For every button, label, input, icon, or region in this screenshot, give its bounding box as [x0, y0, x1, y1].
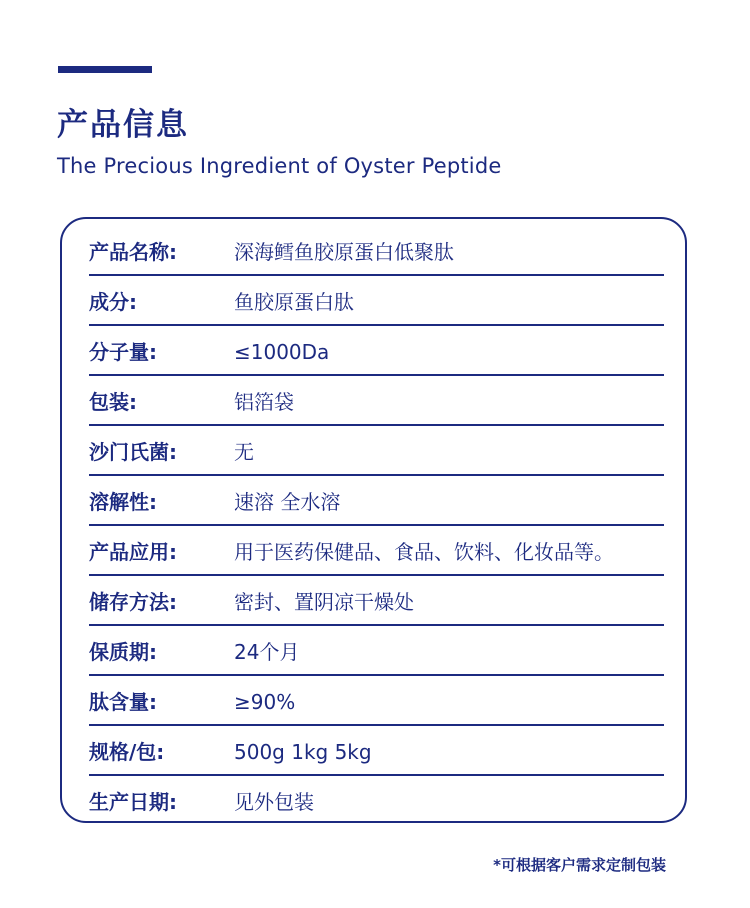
spec-value: 用于医药保健品、食品、饮料、化妆品等。	[234, 540, 614, 564]
spec-label: 沙门氏菌:	[89, 440, 177, 464]
spec-value: ≤1000Da	[234, 340, 330, 364]
spec-row	[89, 326, 664, 376]
spec-value: ≥90%	[234, 690, 296, 714]
page-subtitle: The Precious Ingredient of Oyster Peptide	[57, 154, 502, 178]
spec-value: 无	[234, 440, 254, 464]
spec-label: 储存方法:	[89, 590, 177, 614]
spec-row	[89, 576, 664, 626]
spec-row	[89, 776, 664, 826]
page-title: 产品信息	[57, 107, 189, 143]
customization-note: *可根据客户需求定制包装	[493, 856, 666, 874]
spec-value: 24个月	[234, 640, 300, 664]
spec-value: 速溶 全水溶	[234, 490, 341, 514]
spec-label: 保质期:	[89, 640, 157, 664]
spec-value: 深海鳕鱼胶原蛋白低聚肽	[234, 240, 454, 264]
spec-label: 肽含量:	[89, 690, 157, 714]
spec-label: 成分:	[89, 290, 137, 314]
accent-bar	[58, 66, 152, 73]
spec-value: 铝箔袋	[234, 390, 294, 414]
spec-row	[89, 376, 664, 426]
spec-table	[60, 217, 687, 823]
spec-value: 鱼胶原蛋白肽	[234, 290, 354, 314]
spec-label: 分子量:	[89, 340, 157, 364]
spec-row	[89, 226, 664, 276]
spec-label: 包装:	[89, 390, 137, 414]
spec-row	[89, 626, 664, 676]
spec-label: 溶解性:	[89, 490, 157, 514]
spec-row	[89, 726, 664, 776]
spec-value: 密封、置阴凉干燥处	[234, 590, 414, 614]
spec-label: 产品名称:	[89, 240, 177, 264]
spec-value: 见外包装	[234, 790, 314, 814]
spec-row	[89, 476, 664, 526]
spec-row	[89, 526, 664, 576]
spec-value: 500g 1kg 5kg	[234, 740, 372, 764]
spec-row	[89, 276, 664, 326]
spec-row	[89, 426, 664, 476]
spec-label: 生产日期:	[89, 790, 177, 814]
spec-label: 规格/包:	[89, 740, 165, 764]
spec-row	[89, 676, 664, 726]
spec-label: 产品应用:	[89, 540, 177, 564]
